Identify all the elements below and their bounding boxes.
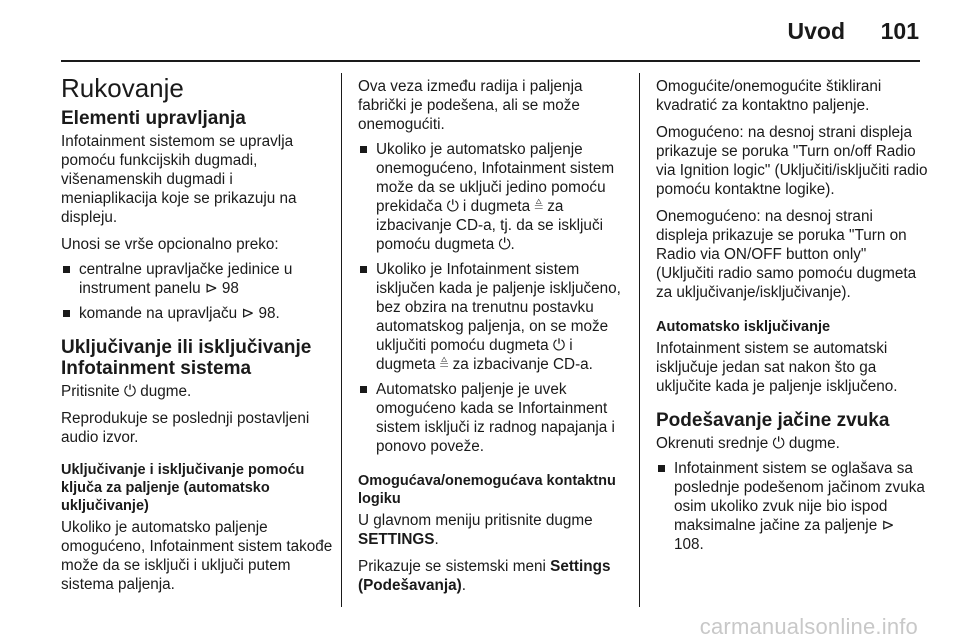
header-section-title: Uvod [787, 18, 845, 44]
list-item-text: centralne upravljačke jedinice u instrument panelu ⊳ 98 [79, 261, 293, 297]
power-paragraph-2: Reprodukuje se poslednji postavljeni audio izvor. [61, 410, 310, 446]
disabled-paragraph: Onemogućeno: na desnoj strani displeja prikazuje se poruka "Turn on Radio via ON/OFF button only" (Uključiti radio samo pomoću dugmeta za uključivanje/isključivanje). [656, 208, 917, 301]
link-paragraph: Ova veza između radija i paljenja fabrički je podešena, ali se može onemogućiti. [358, 78, 583, 133]
header-page-number: 101 [880, 18, 919, 44]
page-header [0, 0, 960, 62]
settings-text: U glavnom meniju pritisnite dugme [358, 512, 593, 529]
menu-period: . [461, 577, 466, 594]
menu-paragraph [358, 557, 630, 595]
subsection-title-auto-off: Automatsko isključivanje [656, 319, 831, 335]
settings-period: . [434, 531, 439, 548]
list-item [358, 140, 630, 254]
list-item [61, 260, 333, 298]
list-item-text: Ukoliko je Infotainment sistem isključen kada je paljenje isključeno, bez obzira na trenutnu postavku automatskog paljenja, on se može uključiti pomoću dugmeta ⏻ i dugmeta ≜ za izbacivanje CD-a. [376, 261, 621, 373]
list-item-text: Infotainment sistem se oglašava sa poslednje podešenom jačinom zvuka osim ukoliko zvuk nije bio ispod maksimalne jačine za paljenje ⊳ 108. [674, 460, 925, 553]
volume-paragraph: Okrenuti srednje ⏻ dugme. [656, 435, 840, 452]
menu-name: Settings (Podešavanja) [358, 558, 611, 594]
header-rule [61, 60, 920, 62]
list-item-text: Ukoliko je automatsko paljenje onemogućeno, Infotainment sistem može da se uključi jedino pomoću prekidača ⏻ i dugmeta ≜ za izbacivanje CD-a, tj. da se isključi pomoću dugmeta ⏻. [376, 141, 615, 253]
settings-paragraph [358, 511, 630, 549]
column-3 [656, 77, 928, 554]
column-2 [358, 77, 630, 595]
list-item-text: komande na upravljaču ⊳ 98. [79, 305, 280, 322]
section-title-volume: Podešavanje jačine zvuka [656, 410, 890, 431]
section-title-controls: Elementi upravljanja [61, 108, 246, 129]
list-item-text: Automatsko paljenje je uvek omogućeno kada se Infortainment sistem isključi iz radnog napajanja i ponovo poveže. [376, 381, 615, 455]
list-item [61, 304, 333, 323]
chapter-title: Rukovanje [61, 73, 184, 103]
list-item [656, 459, 928, 554]
menu-text: Prikazuje se sistemski meni [358, 558, 546, 575]
subsection-title-contact-logic: Omogućava/onemogućava kontaktnu logiku [358, 473, 616, 507]
subsection-title-ignition: Uključivanje i isključivanje pomoću ključa za paljenje (automatsko uključivanje) [61, 462, 305, 514]
column-divider-1 [341, 73, 342, 607]
watermark: carmanualsonline.info [699, 614, 918, 639]
list-item [358, 380, 630, 456]
power-paragraph-1: Pritisnite ⏻ dugme. [61, 383, 192, 400]
checkbox-paragraph: Omogućite/onemogućite štiklirani kvadratić za kontaktno paljenje. [656, 78, 882, 114]
section-title-power: Uključivanje ili isključivanje Infotainment sistema [61, 337, 312, 379]
column-divider-2 [639, 73, 640, 607]
ignition-paragraph: Ukoliko je automatsko paljenje omogućeno, Infotainment sistem takođe može da se isključi i uključi putem sistema paljenja. [61, 519, 333, 593]
controls-paragraph: Infotainment sistemom se upravlja pomoću funkcijskih dugmadi, višenamenskih dugmadi i meniaplikacija koje se prikazuju na displeju. [61, 133, 297, 226]
auto-off-paragraph: Infotainment sistem se automatski isključuje jedan sat nakon što ga uključite kada je paljenje isključeno. [656, 340, 898, 395]
column-1 [61, 72, 333, 594]
settings-button-label: SETTINGS [358, 531, 435, 548]
list-item [358, 260, 630, 374]
enabled-paragraph: Omogućeno: na desnoj strani displeja prikazuje se poruka "Turn on/off Radio via Ignition logic" (Uključiti/isključiti radio pomoću kontaktne logike). [656, 124, 928, 198]
inputs-paragraph: Unosi se vrše opcionalno preko: [61, 236, 279, 253]
